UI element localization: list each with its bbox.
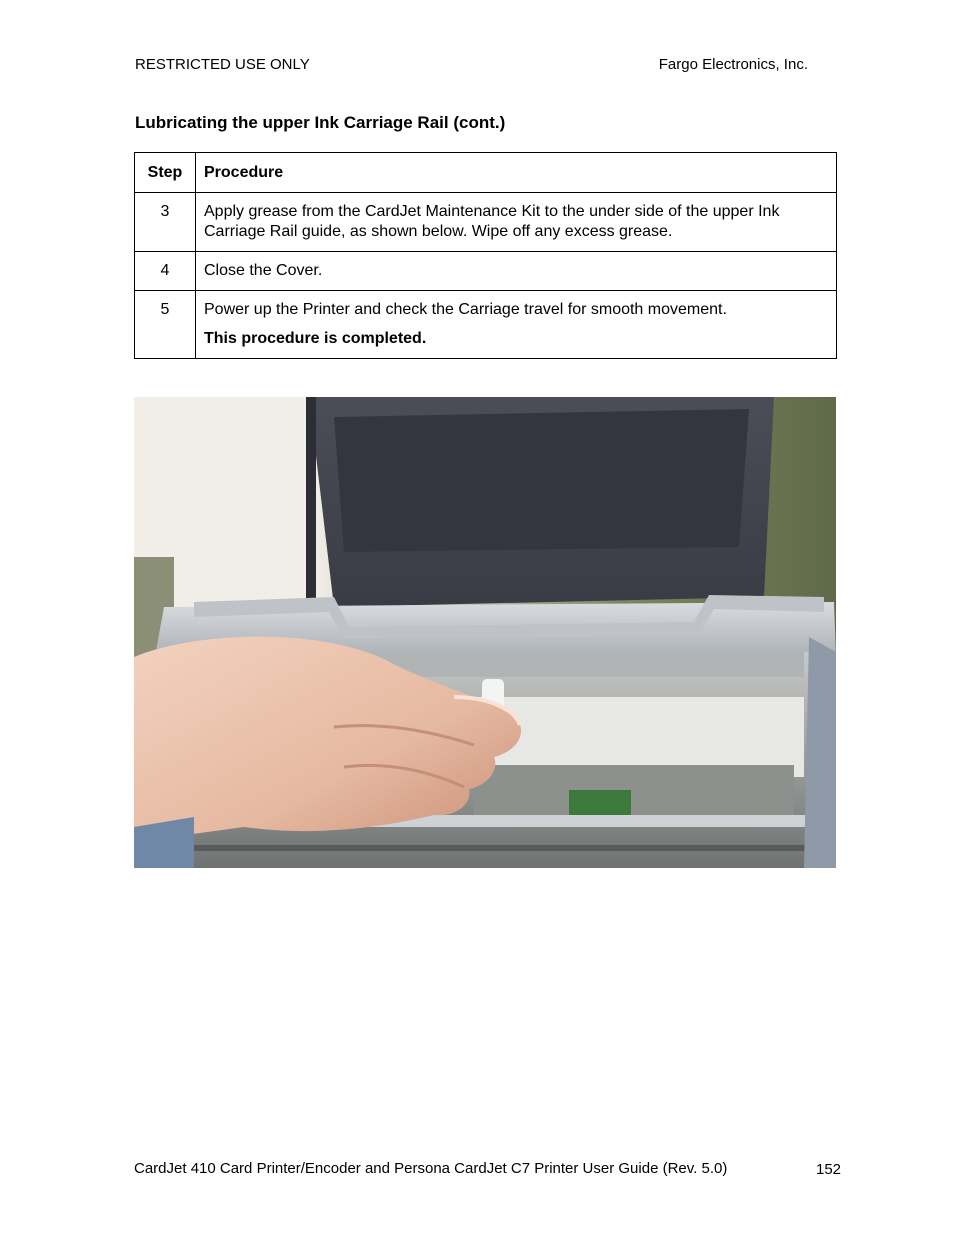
step-text: Power up the Printer and check the Carriage travel for smooth movement. [204,301,727,318]
header-restricted: RESTRICTED USE ONLY [135,56,310,73]
footer-document-title: CardJet 410 Card Printer/Encoder and Persona CardJet C7 Printer User Guide (Rev. 5.0) [134,1160,728,1177]
carriage-board [569,790,631,818]
completion-note: This procedure is completed. [204,330,427,347]
printer-photo [134,397,836,868]
header-company: Fargo Electronics, Inc. [658,56,808,73]
section-title: Lubricating the upper Ink Carriage Rail (cont.) [135,113,506,132]
step-number: 3 [135,193,196,252]
table-row [135,252,837,291]
step-cell [196,291,837,359]
step-text: Apply grease from the CardJet Maintenance Kit to the under side of the upper Ink Carriage Rail guide, as shown below. Wipe off any excess grease. [196,193,837,252]
column-header-step: Step [135,153,196,193]
printer-photo-illustration [134,397,836,868]
step-text: Close the Cover. [196,252,837,291]
table-row [135,193,837,252]
procedure-table [134,152,837,359]
step-number: 4 [135,252,196,291]
footer-page-number: 152 [816,1161,842,1178]
table-row [135,291,837,359]
step-number: 5 [135,291,196,359]
column-header-procedure: Procedure [196,153,837,193]
table-header-row [135,153,837,193]
